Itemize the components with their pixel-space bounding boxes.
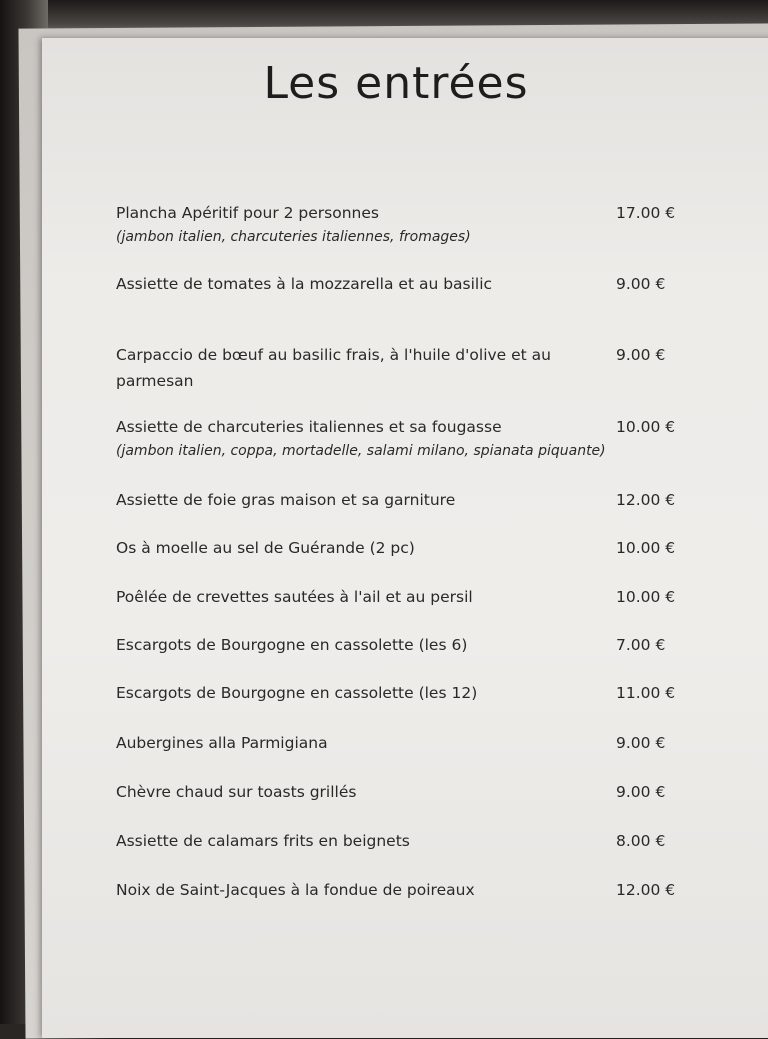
- menu-item-price: 9.00 €: [616, 275, 666, 293]
- menu-item-name: Assiette de charcuteries italiennes et sa fougasse: [116, 418, 502, 436]
- menu-item: [116, 828, 696, 854]
- menu-item: [116, 632, 696, 658]
- menu-item: [116, 877, 696, 903]
- menu-item-price: 10.00 €: [616, 539, 676, 557]
- menu-item-note: (jambon italien, charcuteries italiennes, fromages): [116, 229, 471, 245]
- menu-item-price: 12.00 €: [616, 881, 676, 899]
- menu-item-name: Assiette de calamars frits en beignets: [116, 832, 410, 850]
- menu-item-note: (jambon italien, coppa, mortadelle, salami milano, spianata piquante): [116, 443, 606, 459]
- menu-item-name: Escargots de Bourgogne en cassolette (les 6): [116, 636, 468, 654]
- menu-item-price: 12.00 €: [616, 491, 676, 509]
- menu-item-price: 10.00 €: [616, 418, 676, 436]
- menu-item-name: Plancha Apéritif pour 2 personnes: [116, 204, 379, 222]
- menu-item: [116, 535, 696, 561]
- menu-item: [116, 271, 696, 297]
- menu-item-name: Noix de Saint-Jacques à la fondue de poireaux: [116, 881, 475, 899]
- menu-item-name: Assiette de tomates à la mozzarella et au basilic: [116, 275, 493, 293]
- menu-item-price: 10.00 €: [616, 588, 676, 606]
- menu-item: [116, 730, 696, 756]
- menu-title: Les entrées: [263, 58, 529, 109]
- menu-item: [116, 680, 696, 706]
- menu-item-name: Escargots de Bourgogne en cassolette (les 12): [116, 684, 478, 702]
- menu-item-price: 17.00 €: [616, 204, 676, 222]
- menu-item: [116, 779, 696, 805]
- menu-item-name: Os à moelle au sel de Guérande (2 pc): [116, 539, 415, 557]
- menu-item-name: Carpaccio de bœuf au basilic frais, à l'huile d'olive et au parmesan: [116, 346, 551, 390]
- menu-item-name: Poêlée de crevettes sautées à l'ail et au persil: [116, 588, 473, 606]
- menu-item: [116, 487, 696, 513]
- menu-item: [116, 200, 696, 248]
- menu-item-price: 9.00 €: [616, 734, 666, 752]
- menu-item: [116, 414, 696, 462]
- menu-item-price: 8.00 €: [616, 832, 666, 850]
- menu-item: [116, 584, 696, 610]
- menu-item-name: Chèvre chaud sur toasts grillés: [116, 783, 357, 801]
- menu-item-name: Assiette de foie gras maison et sa garniture: [116, 491, 456, 509]
- menu-item-price: 9.00 €: [616, 346, 666, 364]
- menu-item-price: 9.00 €: [616, 783, 666, 801]
- menu-item-price: 7.00 €: [616, 636, 666, 654]
- menu-item: [116, 342, 696, 394]
- menu-item-price: 11.00 €: [616, 684, 676, 702]
- menu-item-name: Aubergines alla Parmigiana: [116, 734, 328, 752]
